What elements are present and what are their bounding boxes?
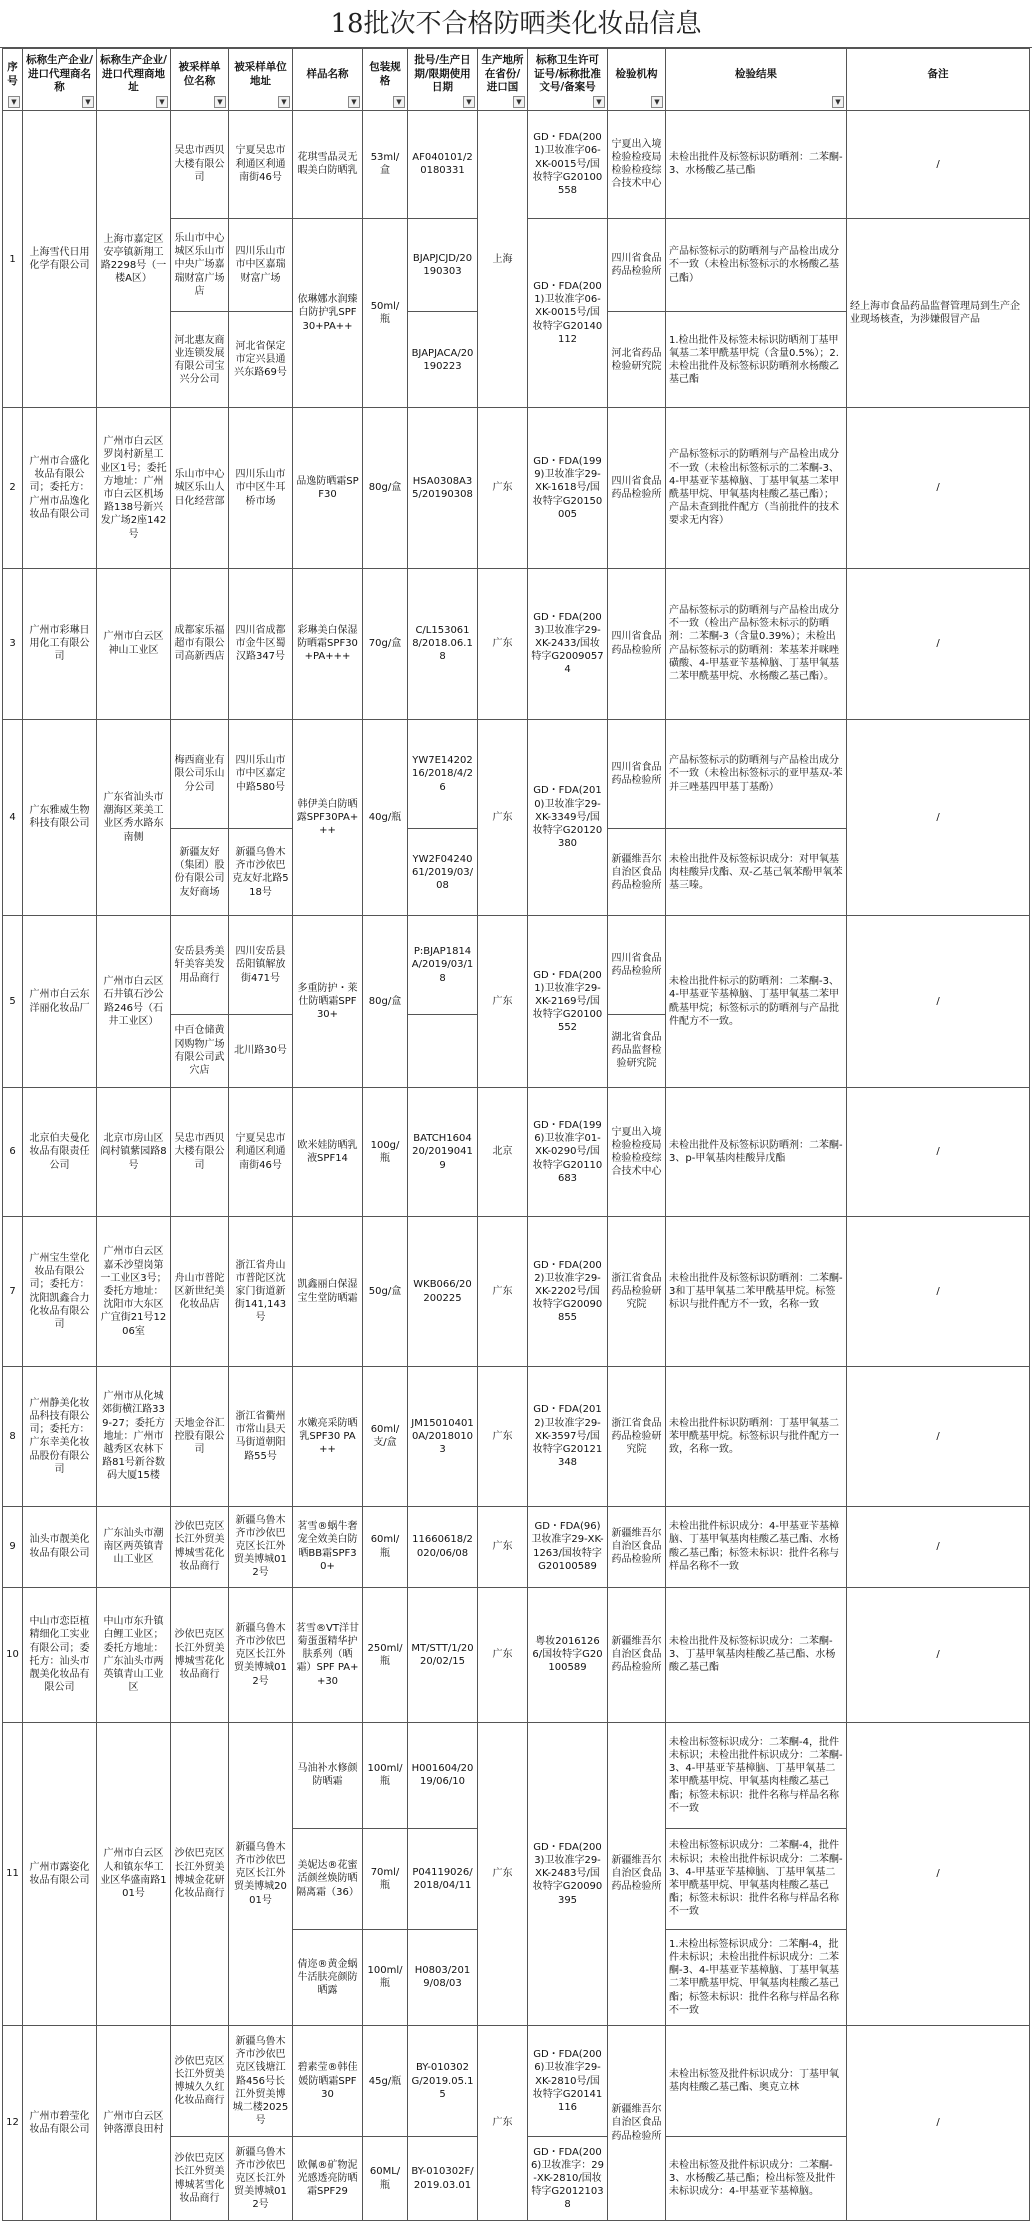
row-number: 7 — [3, 1217, 23, 1367]
col-header-company: 标称生产企业/进口代理商名称 ▼ — [23, 49, 97, 111]
sampler-name: 乐山市中心城区乐山人日化经营部 — [171, 408, 229, 568]
sample-name: 凯鑫丽白保湿宝生堂防晒霜 — [293, 1217, 363, 1367]
testing-lab: 新疆维吾尔自治区食品药品检验所 — [608, 1506, 666, 1587]
row-number: 11 — [3, 1722, 23, 2025]
province: 广东 — [478, 2026, 528, 2221]
test-result: 未检出批件标识成分：4-甲基亚苄基樟脑、丁基甲氧基肉桂酸乙基己酯、水杨酸乙基己酯；标签未标识：批件名称与样品名称不一致 — [666, 1506, 847, 1587]
test-result: 1.检出批件及标签未标识防晒剂丁基甲氧基二苯甲酰基甲烷（含量0.5%）；2.未检出批件及标签标识防晒剂水杨酸乙基己酯 — [666, 312, 847, 408]
table-row — [3, 568, 1030, 719]
row-number: 9 — [3, 1506, 23, 1587]
company-name: 广州静美化妆品科技有限公司；委托方：广东幸美化妆品股份有限公司 — [23, 1367, 97, 1507]
test-result: 未检出标签标识成分：二苯酮-4，批件未标识；未检出批件标识成分：二苯酮-3、4-甲基亚苄基樟脑、丁基甲氧基二苯甲酰基甲烷、甲氧基肉桂酸乙基己酯；标签未标识：批件名称与样品名称不一致 — [666, 1722, 847, 1828]
batch-date — [408, 1014, 478, 1087]
province: 广东 — [478, 408, 528, 568]
col-header-batch: 批号/生产日期/限期使用日期 ▼ — [408, 49, 478, 111]
col-header-sampler: 被采样单位名称 ▼ — [171, 49, 229, 111]
province: 上海 — [478, 111, 528, 408]
results-table — [2, 48, 1030, 2221]
company-address: 广东汕头市潮南区两英镇青山工业区 — [97, 1506, 171, 1587]
sampler-name: 新疆友好（集团）股份有限公司友好商场 — [171, 829, 229, 916]
company-address: 广州市白云区人和镇东华工业区华盛南路101号 — [97, 1722, 171, 2025]
col-header-sample-name: 样品名称 ▼ — [293, 49, 363, 111]
province: 北京 — [478, 1087, 528, 1216]
dropdown-filter-icon[interactable]: ▼ — [832, 96, 844, 108]
company-address: 北京市房山区阎村镇紫园路8号 — [97, 1087, 171, 1216]
table-row — [3, 1087, 1030, 1216]
province: 广东 — [478, 1367, 528, 1507]
province: 广东 — [478, 719, 528, 916]
testing-lab: 新疆维吾尔自治区食品药品检验所 — [608, 1722, 666, 2025]
header-row — [3, 49, 1030, 111]
testing-lab: 宁夏出入境检验检疫局检验检疫综合技术中心 — [608, 1087, 666, 1216]
license-number: GD・FDA(2001)卫妆准字06-XK-0015号/国妆特字G20100558 — [528, 111, 608, 219]
batch-date: JM150104010A/20180103 — [408, 1367, 478, 1507]
page-title: 18批次不合格防晒类化妆品信息 — [0, 0, 1032, 48]
sampler-name: 乐山市中心城区乐山市中央广场嘉瑞财富广场店 — [171, 218, 229, 312]
test-result: 1.未检出标签标识成分：二苯酮-4，批件未标识；未检出批件标识成分：二苯酮-3、4-甲基亚苄基樟脑、丁基甲氧基二苯甲酰基甲烷、甲氧基肉桂酸乙基己酯；标签未标识：批件名称与样品名称不一致 — [666, 1929, 847, 2025]
sample-name: 茗雪®蜗牛奢宠全效美白防晒BB霜SPF30+ — [293, 1506, 363, 1587]
dropdown-filter-icon[interactable]: ▼ — [463, 96, 475, 108]
sampler-address: 北川路30号 — [229, 1014, 293, 1087]
batch-date: YW2F0424061/2019/03/08 — [408, 829, 478, 916]
table-row — [3, 1587, 1030, 1722]
table-row — [3, 916, 1030, 1014]
company-address: 上海市嘉定区安亭镇新翔工路2298号（一楼A区） — [97, 111, 171, 408]
company-address: 广州市白云区钟落潭良田村 — [97, 2026, 171, 2221]
test-result: 未检出批件及标签标识防晒剂：二苯酮-3和丁基甲氧基二苯甲酰基甲烷。标签标识与批件配方不一致，名称一致 — [666, 1217, 847, 1367]
row-number: 6 — [3, 1087, 23, 1216]
company-address: 广州市白云区石井镇石沙公路246号（石井工业区） — [97, 916, 171, 1088]
sample-name: 欧佩®矿物泥光感透亮防晒霜SPF29 — [293, 2137, 363, 2221]
license-number: GD・FDA(2001)卫妆准字06-XK-0015号/国妆特字G20140112 — [528, 218, 608, 408]
batch-date: WKB066/20200225 — [408, 1217, 478, 1367]
company-name: 汕头市靓美化妆品有限公司 — [23, 1506, 97, 1587]
sample-name: 水嫩亮采防晒乳SPF30 PA++ — [293, 1367, 363, 1507]
test-result: 未检出批件及标签标识成分：对甲氧基肉桂酸异戊酯、双-乙基己氧苯酚甲氧苯基三嗪。 — [666, 829, 847, 916]
province: 广东 — [478, 1217, 528, 1367]
sampler-name: 沙依巴克区长江外贸美博城金花研化妆品商行 — [171, 1722, 229, 2025]
batch-date: 11660618/2020/06/08 — [408, 1506, 478, 1587]
table-row — [3, 1722, 1030, 1828]
row-number: 5 — [3, 916, 23, 1088]
dropdown-filter-icon[interactable]: ▼ — [348, 96, 360, 108]
test-result: 产品标签标示的防晒剂与产品检出成分不一致（未检出标签标示的亚甲基双-苯并三唑基四甲基丁基酚） — [666, 719, 847, 829]
sample-name: 品逸防晒霜SPF30 — [293, 408, 363, 568]
company-name: 广州宝生堂化妆品有限公司；委托方：沈阳凯鑫合力化妆品有限公司 — [23, 1217, 97, 1367]
batch-date: BY-010302G/2019.05.15 — [408, 2026, 478, 2137]
license-number: GD・FDA(96)卫妆准字29-XK-1263/国妆特字G20100589 — [528, 1506, 608, 1587]
testing-lab: 河北省药品检验研究院 — [608, 312, 666, 408]
sampler-address: 四川省成都市金牛区蜀汉路347号 — [229, 568, 293, 719]
testing-lab: 新疆维吾尔自治区食品药品检验所 — [608, 1587, 666, 1722]
table-body — [3, 111, 1030, 2221]
remark: / — [847, 408, 1030, 568]
company-name: 广州市彩琳日用化工有限公司 — [23, 568, 97, 719]
license-number: GD・FDA(2003)卫妆准字29-XK-2483号/国妆特字G20090395 — [528, 1722, 608, 2025]
company-address: 广州市从化城郊街横江路339-27；委托方地址：广州市越秀区农林下路81号新谷数码大厦15楼 — [97, 1367, 171, 1507]
testing-lab: 浙江省食品药品检验研究院 — [608, 1217, 666, 1367]
dropdown-filter-icon[interactable]: ▼ — [156, 96, 168, 108]
sampler-address: 浙江省衢州市常山县天马街道朝阳路55号 — [229, 1367, 293, 1507]
license-number: GD・FDA(2003)卫妆准字29-XK-2433/国妆特字G20090574 — [528, 568, 608, 719]
sampler-address: 新疆乌鲁木齐市沙依巴克友好北路518号 — [229, 829, 293, 916]
dropdown-filter-icon[interactable]: ▼ — [593, 96, 605, 108]
company-name: 中山市恋臣植精细化工实业有限公司；委托方：汕头市靓美化妆品有限公司 — [23, 1587, 97, 1722]
test-result: 未检出批件及标签标识防晒剂：二苯酮-3、p-甲氧基肉桂酸异戊酯 — [666, 1087, 847, 1216]
company-name: 北京伯夫曼化妆品有限责任公司 — [23, 1087, 97, 1216]
province: 广东 — [478, 1587, 528, 1722]
company-address: 广州市白云区罗岗村新星工业区1号；委托方地址：广州市白云区机场路138号新兴发广场2座142号 — [97, 408, 171, 568]
company-address: 广州市白云区神山工业区 — [97, 568, 171, 719]
test-result: 未检出标签及批件标识成分：二苯酮-3、水杨酸乙基己酯；检出标签及批件未标识成分：4-甲基亚苄基樟脑。 — [666, 2137, 847, 2221]
batch-date: C/L1530618/2018.06.18 — [408, 568, 478, 719]
sampler-name: 沙依巴克区长江外贸美博城久久红化妆品商行 — [171, 2026, 229, 2137]
table-row — [3, 408, 1030, 568]
package-spec: 45g/瓶 — [363, 2026, 408, 2137]
batch-date: P04119026/2018/04/11 — [408, 1829, 478, 1930]
col-header-lab: 检验机构 ▼ — [608, 49, 666, 111]
sample-name: 碧素莹®韩佳媛防晒霜SPF30 — [293, 2026, 363, 2137]
table-row — [3, 2026, 1030, 2137]
row-number: 2 — [3, 408, 23, 568]
batch-date: MT/STT/1/2020/02/15 — [408, 1587, 478, 1722]
col-header-license: 标称卫生许可证号/标称批准文号/备案号 ▼ — [528, 49, 608, 111]
remark: / — [847, 568, 1030, 719]
test-result: 未检出标签及批件标识成分：丁基甲氧基肉桂酸乙基己酯、奥克立林 — [666, 2026, 847, 2137]
batch-date: H0803/2019/08/03 — [408, 1929, 478, 2025]
batch-date: H001604/2019/06/10 — [408, 1722, 478, 1828]
table-row — [3, 111, 1030, 219]
license-number: GD・FDA(2001)卫妆准字29-XK-2169号/国妆特字G20100552 — [528, 916, 608, 1088]
sampler-address: 四川乐山市市中区嘉定中路580号 — [229, 719, 293, 829]
sampler-name: 梅西商业有限公司乐山分公司 — [171, 719, 229, 829]
license-number: GD・FDA(2006)卫妆准字29-XK-2810号/国妆特字G20141116 — [528, 2026, 608, 2137]
col-header-remark: 备注 — [847, 49, 1030, 111]
sample-name: 马油补水修颜防晒霜 — [293, 1722, 363, 1828]
sampler-address: 浙江省舟山市普陀区沈家门街道新街141,143号 — [229, 1217, 293, 1367]
remark: / — [847, 1506, 1030, 1587]
sampler-address: 新疆乌鲁木齐市沙依巴克区长江外贸美博城012号 — [229, 1506, 293, 1587]
dropdown-filter-icon[interactable]: ▼ — [82, 96, 94, 108]
package-spec: 60ml/瓶 — [363, 1506, 408, 1587]
sampler-address: 四川乐山市市中区嘉瑞财富广场 — [229, 218, 293, 312]
testing-lab: 四川省食品药品检验所 — [608, 408, 666, 568]
dropdown-filter-icon[interactable]: ▼ — [393, 96, 405, 108]
company-address: 中山市东升镇白鲤工业区；委托方地址：广东汕头市两英镇青山工业区 — [97, 1587, 171, 1722]
test-result: 未检出批件及标签标识成分：二苯酮-3、丁基甲氧基肉桂酸乙基己酯、水杨酸乙基己酯 — [666, 1587, 847, 1722]
testing-lab: 四川省食品药品检验所 — [608, 218, 666, 312]
package-spec: 60ml/支/盒 — [363, 1367, 408, 1507]
col-header-address: 标称生产企业/进口代理商地址 ▼ — [97, 49, 171, 111]
testing-lab: 新疆维吾尔自治区食品药品检验所 — [608, 829, 666, 916]
license-number: GD・FDA(2010)卫妆准字29-XK-3349号/国妆特字G20120380 — [528, 719, 608, 916]
company-address: 广州市白云区嘉禾沙望岗第一工业区3号；委托方地址：沈阳市大东区广宜街21号1206室 — [97, 1217, 171, 1367]
test-result: 产品标签标示的防晒剂与产品检出成分不一致（未检出标签标示的二苯酮-3、4-甲基亚苄基樟脑、丁基甲氧基二苯甲酰基甲烷、甲氧基肉桂酸乙基己酯）；产品未查到批件配方（当前批件的技术要求无内容） — [666, 408, 847, 568]
package-spec: 53ml/盒 — [363, 111, 408, 219]
sampler-name: 舟山市普陀区新世纪美化妆品店 — [171, 1217, 229, 1367]
remark: / — [847, 916, 1030, 1088]
sampler-address: 新疆乌鲁木齐市沙依巴克区钱塘江路456号长江外贸美博城二楼2025号 — [229, 2026, 293, 2137]
sampler-address: 新疆乌鲁木齐市沙依巴克区长江外贸美博城2001号 — [229, 1722, 293, 2025]
testing-lab: 浙江省食品药品检验研究院 — [608, 1367, 666, 1507]
company-name: 广州市碧莹化妆品有限公司 — [23, 2026, 97, 2221]
dropdown-filter-icon[interactable]: ▼ — [8, 96, 20, 108]
sampler-address: 四川乐山市市中区牛耳桥市场 — [229, 408, 293, 568]
sampler-address: 新疆乌鲁木齐市沙依巴克区长江外贸美博城012号 — [229, 2137, 293, 2221]
test-result: 未检出批件及标签标识防晒剂：二苯酮-3、水杨酸乙基己酯 — [666, 111, 847, 219]
batch-date: BJAPJACA/20190223 — [408, 312, 478, 408]
sample-name: 韩伊美白防晒露SPF30PA+++ — [293, 719, 363, 916]
col-header-sampler-address: 被采样单位地址 ▼ — [229, 49, 293, 111]
test-result: 产品标签标示的防晒剂与产品检出成分不一致（检出产品标签未标示的防晒剂：二苯酮-3（含量0.39%）；未检出产品标签标示的防晒剂：苯基苯并咪唑磺酸、4-甲基亚苄基樟脑、丁基甲氧基二苯甲酰基甲烷、水杨酸乙基己酯）。 — [666, 568, 847, 719]
batch-date: HSA0308A35/20190308 — [408, 408, 478, 568]
col-header-result: 检验结果 ▼ — [666, 49, 847, 111]
remark: / — [847, 111, 1030, 219]
col-header-no: 序号 ▼ — [3, 49, 23, 111]
row-number: 1 — [3, 111, 23, 408]
package-spec: 70g/盒 — [363, 568, 408, 719]
package-spec: 40g/瓶 — [363, 719, 408, 916]
testing-lab: 宁夏出入境检验检疫局检验检疫综合技术中心 — [608, 111, 666, 219]
province: 广东 — [478, 1506, 528, 1587]
remark: / — [847, 1087, 1030, 1216]
remark: / — [847, 1722, 1030, 2025]
dropdown-filter-icon[interactable]: ▼ — [278, 96, 290, 108]
license-number: GD・FDA(2002)卫妆准字29-XK-2202号/国妆特字G20090855 — [528, 1217, 608, 1367]
package-spec: 100ml/瓶 — [363, 1929, 408, 2025]
row-number: 4 — [3, 719, 23, 916]
license-number: 粤妆20161266/国妆特字G20100589 — [528, 1587, 608, 1722]
col-header-province: 生产地所在省份/进口国 ▼ — [478, 49, 528, 111]
row-number: 12 — [3, 2026, 23, 2221]
company-name: 广州市合盛化妆品有限公司；委托方：广州市品逸化妆品有限公司 — [23, 408, 97, 568]
sampler-address: 宁夏吴忠市利通区利通南街46号 — [229, 111, 293, 219]
testing-lab: 四川省食品药品检验所 — [608, 719, 666, 829]
batch-date: YW7E1420216/2018/4/26 — [408, 719, 478, 829]
row-number: 10 — [3, 1587, 23, 1722]
sample-name: 茗雪®VT洋甘菊蛋蛋精华护肤系列（晒霜）SPF PA++30 — [293, 1587, 363, 1722]
sampler-name: 中百仓储黄冈购物广场有限公司武穴店 — [171, 1014, 229, 1087]
remark: / — [847, 1587, 1030, 1722]
sampler-name: 安岳县秀美轩美容美发用品商行 — [171, 916, 229, 1014]
license-number: GD・FDA(2006)卫妆准字：29-XK-2810/国妆特字G20121038 — [528, 2137, 608, 2221]
sampler-name: 吴忠市西贝大楼有限公司 — [171, 1087, 229, 1216]
batch-date: BY-010302F/2019.03.01 — [408, 2137, 478, 2221]
testing-lab: 新疆维吾尔自治区食品药品检验所 — [608, 2026, 666, 2221]
testing-lab: 湖北省食品药品监督检验研究院 — [608, 1014, 666, 1087]
batch-date: P:BJAP1814A/2019/03/18 — [408, 916, 478, 1014]
sampler-address: 四川安岳县岳阳镇解放街471号 — [229, 916, 293, 1014]
testing-lab: 四川省食品药品检验所 — [608, 568, 666, 719]
package-spec: 80g/盒 — [363, 916, 408, 1088]
test-result: 产品标签标示的防晒剂与产品检出成分不一致（未检出标签标示的水杨酸乙基己酯） — [666, 218, 847, 312]
sampler-name: 河北惠友商业连锁发展有限公司宝兴分公司 — [171, 312, 229, 408]
license-number: GD・FDA(2012)卫妆准字29-XK-3597号/国妆特字G20121348 — [528, 1367, 608, 1507]
package-spec: 70ml/瓶 — [363, 1829, 408, 1930]
sample-name: 美妮达®花蜜活颜丝焕防晒隔离霜（36） — [293, 1829, 363, 1930]
company-name: 广东雅威生物科技有限公司 — [23, 719, 97, 916]
package-spec: 60ML/瓶 — [363, 2137, 408, 2221]
sample-name: 彩琳美白保湿防晒霜SPF30+PA+++ — [293, 568, 363, 719]
remark: / — [847, 719, 1030, 916]
sampler-name: 天地金谷汇控股有限公司 — [171, 1367, 229, 1507]
remark: / — [847, 2026, 1030, 2221]
test-result: 未检出批件标示的防晒剂：二苯酮-3、4-甲基亚苄基樟脑、丁基甲氧基二苯甲酰基甲烷；标签标示的防晒剂与产品批件配方不一致。 — [666, 916, 847, 1088]
dropdown-filter-icon[interactable]: ▼ — [651, 96, 663, 108]
testing-lab: 四川省食品药品检验所 — [608, 916, 666, 1014]
sampler-address: 河北省保定市定兴县通兴东路69号 — [229, 312, 293, 408]
package-spec: 50g/盒 — [363, 1217, 408, 1367]
test-result: 未检出批件标识防晒剂：丁基甲氧基二苯甲酰基甲烷。标签标识与批件配方一致，名称一致。 — [666, 1367, 847, 1507]
sampler-name: 沙依巴克区长江外贸美博城雪花化妆品商行 — [171, 1587, 229, 1722]
sample-name: 多重防护・莱仕防晒霜SPF30+ — [293, 916, 363, 1088]
remark: / — [847, 1217, 1030, 1367]
province: 广东 — [478, 568, 528, 719]
license-number: GD・FDA(1999)卫妆准字29-XK-1618号/国妆特字G20150005 — [528, 408, 608, 568]
sampler-name: 吴忠市西贝大楼有限公司 — [171, 111, 229, 219]
package-spec: 250ml/瓶 — [363, 1587, 408, 1722]
remark: / — [847, 1367, 1030, 1507]
sampler-name: 沙依巴克区长江外贸美博城雪花化妆品商行 — [171, 1506, 229, 1587]
dropdown-filter-icon[interactable]: ▼ — [513, 96, 525, 108]
company-address: 广东省汕头市潮海区莱美工业区秀水路东南侧 — [97, 719, 171, 916]
sampler-address: 新疆乌鲁木齐市沙依巴克区长江外贸美博城012号 — [229, 1587, 293, 1722]
batch-date: AF040101/20180331 — [408, 111, 478, 219]
table-row — [3, 719, 1030, 829]
package-spec: 100g/瓶 — [363, 1087, 408, 1216]
dropdown-filter-icon[interactable]: ▼ — [214, 96, 226, 108]
sample-name: 倩迩®黄金蜗牛活肤亮颜防晒露 — [293, 1929, 363, 2025]
sample-name: 花琪雪晶灵无暇美白防晒乳 — [293, 111, 363, 219]
remark: 经上海市食品药品监督管理局到生产企业现场核查，为涉嫌假冒产品 — [847, 218, 1030, 408]
row-number: 8 — [3, 1367, 23, 1507]
sample-name: 依琳娜水润臻白防护乳SPF30+PA++ — [293, 218, 363, 408]
province: 广东 — [478, 916, 528, 1088]
table-row — [3, 1217, 1030, 1367]
company-name: 广州市露姿化妆品有限公司 — [23, 1722, 97, 2025]
sampler-name: 沙依巴克区长江外贸美博城茗雪化妆品商行 — [171, 2137, 229, 2221]
batch-date: BJAPJCJD/20190303 — [408, 218, 478, 312]
sample-name: 欧米娃防晒乳液SPF14 — [293, 1087, 363, 1216]
row-number: 3 — [3, 568, 23, 719]
package-spec: 80g/盒 — [363, 408, 408, 568]
batch-date: BATCH160420/20190419 — [408, 1087, 478, 1216]
test-result: 未检出标签标识成分：二苯酮-4，批件未标识；未检出批件标识成分：二苯酮-3、4-甲基亚苄基樟脑、丁基甲氧基二苯甲酰基甲烷、甲氧基肉桂酸乙基己酯；标签未标识：批件名称与样品名称不一致 — [666, 1829, 847, 1930]
license-number: GD・FDA(1996)卫妆准字01-XK-0290号/国妆特字G20110683 — [528, 1087, 608, 1216]
table-row — [3, 1506, 1030, 1587]
sampler-name: 成都家乐福超市有限公司高新西店 — [171, 568, 229, 719]
table-row — [3, 1367, 1030, 1507]
company-name: 上海雪代日用化学有限公司 — [23, 111, 97, 408]
package-spec: 100ml/瓶 — [363, 1722, 408, 1828]
col-header-spec: 包装规格 ▼ — [363, 49, 408, 111]
province: 广东 — [478, 1722, 528, 2025]
company-name: 广州市白云东洋丽化妆品厂 — [23, 916, 97, 1088]
package-spec: 50ml/瓶 — [363, 218, 408, 408]
sampler-address: 宁夏吴忠市利通区利通南街46号 — [229, 1087, 293, 1216]
